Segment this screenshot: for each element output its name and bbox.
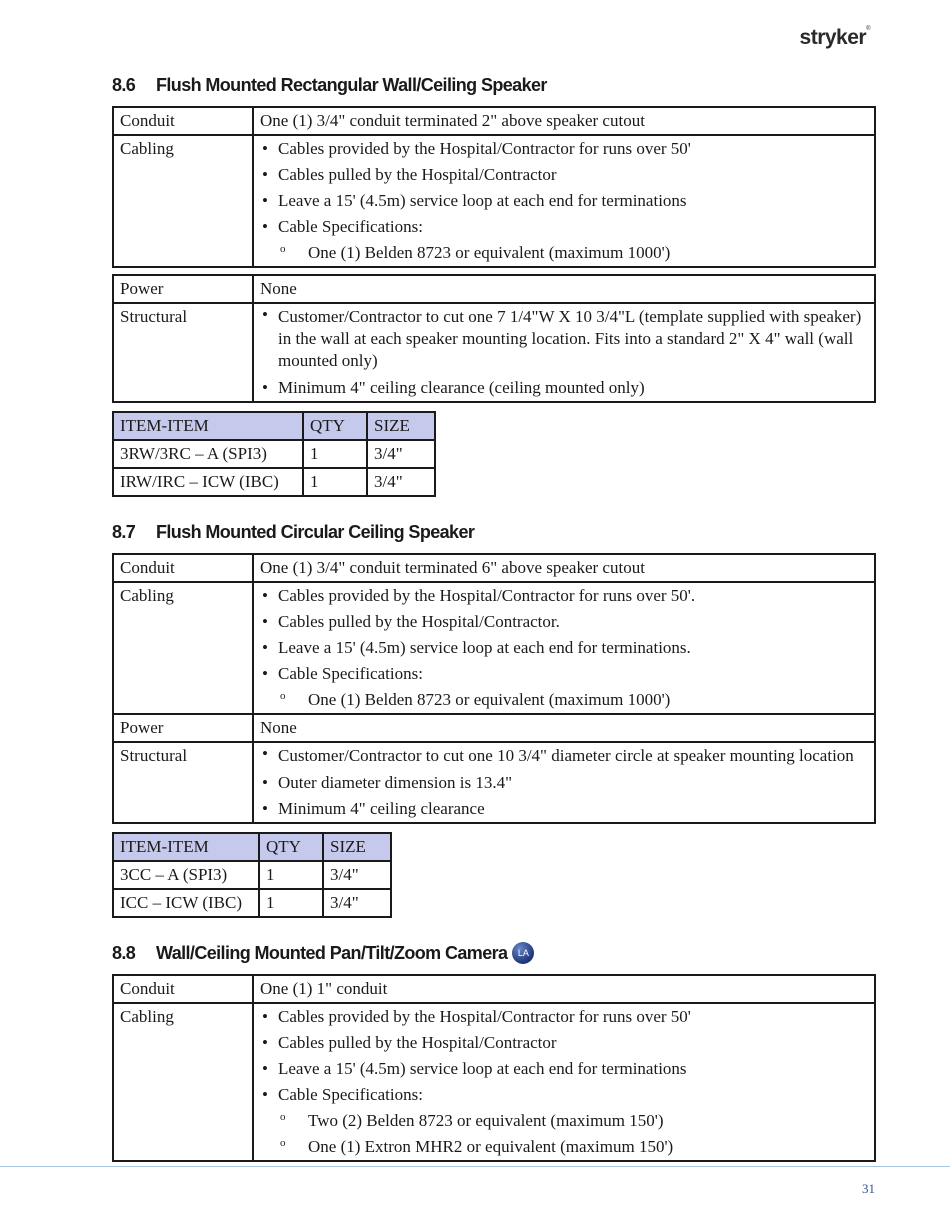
table-row <box>113 861 391 889</box>
cabling-list-cell <box>253 135 875 267</box>
table-row <box>113 468 435 496</box>
list-item: • Cable Specifications: <box>260 661 868 687</box>
list-item: • Leave a 15' (4.5m) service loop at each end for terminations. <box>260 635 868 661</box>
stryker-logo <box>800 26 870 50</box>
table-cell: 3/4" <box>367 440 435 468</box>
table-cell: 3/4" <box>367 468 435 496</box>
column-header: ITEM-ITEM <box>113 833 259 861</box>
item-table-circular-speaker <box>112 832 392 918</box>
structural-row <box>113 303 875 402</box>
list-item: • Cables pulled by the Hospital/Contractor. <box>260 609 868 635</box>
structural-list-cell <box>253 742 875 823</box>
row-label: Conduit <box>113 107 253 135</box>
table-cell: 1 <box>303 440 367 468</box>
list-item: • Leave a 15' (4.5m) service loop at each end for terminations <box>260 188 868 214</box>
power-value: None <box>253 714 875 742</box>
list-item: • Leave a 15' (4.5m) service loop at each end for terminations <box>260 1056 868 1082</box>
conduit-value: One (1) 1" conduit <box>253 975 875 1003</box>
footer-divider <box>0 1166 950 1167</box>
conduit-value: One (1) 3/4" conduit terminated 2" above speaker cutout <box>253 107 875 135</box>
la-badge-icon: LA <box>512 942 534 964</box>
list-item: • Outer diameter dimension is 13.4" <box>260 770 868 796</box>
list-item: • Cables provided by the Hospital/Contractor for runs over 50' <box>260 136 868 162</box>
section-heading-8-8 <box>112 938 876 968</box>
cable-spec-list <box>260 240 868 266</box>
column-header: QTY <box>259 833 323 861</box>
list-item: o One (1) Belden 8723 or equivalent (maximum 1000') <box>308 240 868 266</box>
structural-list <box>260 743 868 822</box>
structural-list-cell <box>253 303 875 402</box>
table-cell: 1 <box>259 889 323 917</box>
column-header: QTY <box>303 412 367 440</box>
table-cell: 3CC – A (SPI3) <box>113 861 259 889</box>
list-item: o Two (2) Belden 8723 or equivalent (maximum 150') <box>308 1108 868 1134</box>
structural-row <box>113 742 875 823</box>
section-number: 8.8 <box>112 943 136 963</box>
list-item: • Minimum 4" ceiling clearance (ceiling mounted only) <box>260 375 868 401</box>
cabling-list <box>260 136 868 240</box>
cabling-row <box>113 1003 875 1161</box>
table-cell: 1 <box>259 861 323 889</box>
list-item: • Customer/Contractor to cut one 7 1/4"W X 10 3/4"L (template supplied with speaker) in the wall at each speaker mounting location. Fits into a standard 2" X 4" wall (wall mounted only) <box>260 304 868 375</box>
page-number: 31 <box>862 1181 875 1196</box>
power-row <box>113 714 875 742</box>
spec-table-ptz-camera <box>112 974 876 1162</box>
row-label: Conduit <box>113 554 253 582</box>
cable-spec-list <box>260 1108 868 1160</box>
cabling-row <box>113 135 875 267</box>
section-title: Flush Mounted Circular Ceiling Speaker <box>156 522 475 542</box>
cabling-list <box>260 1004 868 1108</box>
row-label: Power <box>113 275 253 303</box>
table-cell: 1 <box>303 468 367 496</box>
section-title: Wall/Ceiling Mounted Pan/Tilt/Zoom Camera <box>156 943 508 963</box>
item-table-header <box>113 412 435 440</box>
cabling-list <box>260 583 868 687</box>
section-number: 8.6 <box>112 75 136 95</box>
cabling-list-cell <box>253 582 875 714</box>
row-label: Structural <box>113 303 253 402</box>
table-cell: 3/4" <box>323 889 391 917</box>
conduit-value: One (1) 3/4" conduit terminated 6" above speaker cutout <box>253 554 875 582</box>
row-label: Cabling <box>113 582 253 714</box>
list-item: • Cables pulled by the Hospital/Contractor <box>260 1030 868 1056</box>
list-item: • Customer/Contractor to cut one 10 3/4" diameter circle at speaker mounting location <box>260 743 868 770</box>
page-content <box>112 70 876 1162</box>
power-value: None <box>253 275 875 303</box>
item-table-rect-speaker <box>112 411 436 497</box>
table-cell: IRW/IRC – ICW (IBC) <box>113 468 303 496</box>
cabling-row <box>113 582 875 714</box>
row-label: Cabling <box>113 1003 253 1161</box>
logo-text: stryker <box>799 26 867 49</box>
list-item: • Cable Specifications: <box>260 214 868 240</box>
conduit-row <box>113 975 875 1003</box>
cabling-list-cell <box>253 1003 875 1161</box>
section-title: Flush Mounted Rectangular Wall/Ceiling Speaker <box>156 75 547 95</box>
row-label: Conduit <box>113 975 253 1003</box>
list-item: o One (1) Extron MHR2 or equivalent (maximum 150') <box>308 1134 868 1160</box>
conduit-row <box>113 554 875 582</box>
row-label: Cabling <box>113 135 253 267</box>
section-heading-8-6 <box>112 70 876 100</box>
table-row <box>113 440 435 468</box>
column-header: ITEM-ITEM <box>113 412 303 440</box>
registered-mark: ® <box>866 26 870 32</box>
table-cell: 3/4" <box>323 861 391 889</box>
section-heading-8-7 <box>112 517 876 547</box>
list-item: • Minimum 4" ceiling clearance <box>260 796 868 822</box>
list-item: • Cables provided by the Hospital/Contractor for runs over 50' <box>260 1004 868 1030</box>
list-item: o One (1) Belden 8723 or equivalent (maximum 1000') <box>308 687 868 713</box>
section-number: 8.7 <box>112 522 136 542</box>
structural-list <box>260 304 868 401</box>
spec-table-circular-speaker <box>112 553 876 824</box>
power-row <box>113 275 875 303</box>
conduit-row <box>113 107 875 135</box>
row-label: Power <box>113 714 253 742</box>
list-item: • Cables pulled by the Hospital/Contractor <box>260 162 868 188</box>
column-header: SIZE <box>323 833 391 861</box>
table-row <box>113 889 391 917</box>
cable-spec-list <box>260 687 868 713</box>
table-cell: ICC – ICW (IBC) <box>113 889 259 917</box>
row-label: Structural <box>113 742 253 823</box>
spec-table-rect-speaker-power <box>112 274 876 403</box>
list-item: • Cables provided by the Hospital/Contractor for runs over 50'. <box>260 583 868 609</box>
column-header: SIZE <box>367 412 435 440</box>
table-cell: 3RW/3RC – A (SPI3) <box>113 440 303 468</box>
item-table-header <box>113 833 391 861</box>
list-item: • Cable Specifications: <box>260 1082 868 1108</box>
spec-table-rect-speaker-cabling <box>112 106 876 268</box>
